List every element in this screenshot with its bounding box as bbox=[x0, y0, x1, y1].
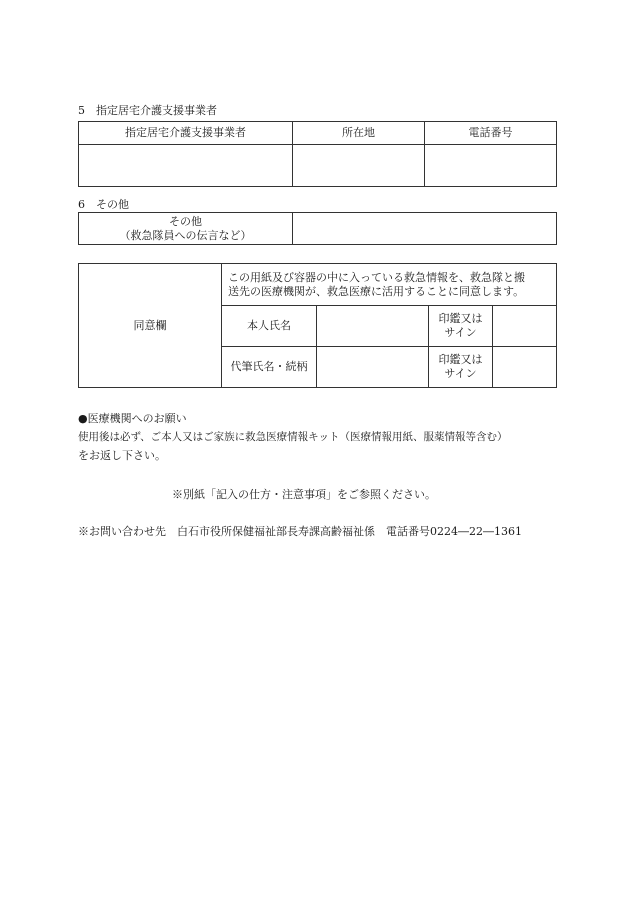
care-provider-table bbox=[78, 121, 557, 187]
reference-note: ※別紙「記入の仕方・注意事項」をご参照ください。 bbox=[172, 488, 436, 501]
proxy-seal-field[interactable] bbox=[493, 347, 557, 388]
section6-heading: 6 その他 bbox=[78, 198, 129, 211]
proxy-seal-label-line1: 印鑑又は bbox=[438, 353, 483, 366]
provider-address-cell[interactable] bbox=[293, 145, 425, 187]
self-seal-label-line2: サイン bbox=[444, 326, 477, 339]
self-seal-label bbox=[429, 306, 493, 347]
consent-statement-line1: この用紙及び容器の中に入っている救急情報を、救急隊と搬 bbox=[228, 270, 525, 284]
provider-name-header: 指定居宅介護支援事業者 bbox=[79, 122, 293, 145]
proxy-name-label: 代筆氏名・続柄 bbox=[222, 347, 317, 388]
section5-heading: 5 指定居宅介護支援事業者 bbox=[78, 104, 217, 117]
medical-request-line1: 使用後は必ず、ご本人又はご家族に救急医療情報キット（医療情報用紙、服薬情報等含む） bbox=[78, 431, 508, 443]
other-value-cell[interactable] bbox=[293, 213, 557, 245]
proxy-name-field[interactable] bbox=[317, 347, 429, 388]
other-label-line1: その他 bbox=[169, 214, 202, 228]
self-name-label: 本人氏名 bbox=[222, 306, 317, 347]
contact-note: ※お問い合わせ先 白石市役所保健福祉部長寿課高齢福祉係 電話番号0224―22―1361 bbox=[78, 525, 522, 538]
provider-address-header: 所在地 bbox=[293, 122, 425, 145]
provider-name-cell[interactable] bbox=[79, 145, 293, 187]
provider-phone-header: 電話番号 bbox=[425, 122, 557, 145]
proxy-seal-label bbox=[429, 347, 493, 388]
other-label-line2: （救急隊員への伝言など） bbox=[119, 228, 252, 242]
provider-phone-cell[interactable] bbox=[425, 145, 557, 187]
medical-request-heading: ●医療機関へのお願い bbox=[78, 412, 187, 425]
medical-request-line2: をお返し下さい。 bbox=[78, 449, 166, 462]
proxy-seal-label-line2: サイン bbox=[444, 367, 477, 380]
consent-statement bbox=[222, 264, 557, 306]
consent-label: 同意欄 bbox=[79, 264, 222, 388]
self-seal-field[interactable] bbox=[493, 306, 557, 347]
self-name-field[interactable] bbox=[317, 306, 429, 347]
other-table bbox=[78, 212, 557, 245]
consent-table bbox=[78, 263, 557, 388]
consent-statement-line2: 送先の医療機関が、救急医療に活用することに同意します。 bbox=[228, 284, 525, 298]
other-label-cell bbox=[79, 213, 293, 245]
self-seal-label-line1: 印鑑又は bbox=[438, 312, 483, 325]
